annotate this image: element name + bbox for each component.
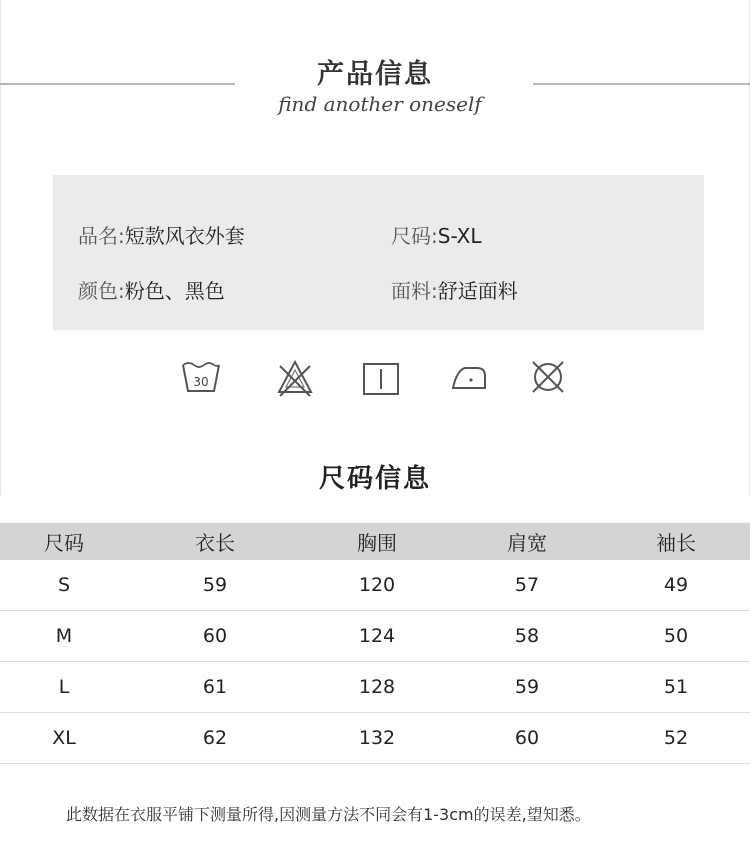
product-fabric-label: 面料:: [391, 279, 438, 303]
header-length: 衣长: [128, 523, 302, 560]
cell-bust: 120: [302, 560, 452, 611]
cell-sleeve: 50: [602, 611, 750, 662]
cell-bust: 132: [302, 713, 452, 764]
header-bust: 胸围: [302, 523, 452, 560]
page-subtitle: find another oneself: [278, 92, 482, 116]
header-sleeve: 袖长: [602, 523, 750, 560]
table-row: [0, 560, 750, 611]
product-color-label: 颜色:: [78, 279, 125, 303]
wash-temp-text: 30: [193, 375, 209, 389]
cell-shoulder: 57: [452, 560, 602, 611]
size-info-title: 尺码信息: [318, 464, 431, 494]
table-header-row: [0, 523, 750, 560]
wash-30-icon: [179, 356, 223, 400]
table-row: [0, 662, 750, 713]
product-fabric-field: [391, 275, 518, 304]
size-chart-table: [0, 523, 750, 764]
product-fabric-value: 舒适面料: [437, 279, 518, 303]
product-size-value: S-XL: [437, 224, 482, 248]
cell-shoulder: 58: [452, 611, 602, 662]
cell-sleeve: 49: [602, 560, 750, 611]
cell-sleeve: 52: [602, 713, 750, 764]
do-not-tumble-dry-icon: [526, 356, 570, 400]
cell-size: XL: [0, 713, 128, 764]
product-name-field: [78, 220, 245, 249]
product-color-value: 粉色、黑色: [124, 279, 225, 303]
product-info-panel: [53, 175, 704, 330]
measurement-note: 此数据在衣服平铺下测量所得,因测量方法不同会有1-3cm的误差,望知悉。: [66, 805, 591, 824]
cell-length: 59: [128, 560, 302, 611]
cell-bust: 124: [302, 611, 452, 662]
product-size-field: [391, 220, 482, 249]
product-name-label: 品名:: [78, 224, 125, 248]
cell-size: M: [0, 611, 128, 662]
cell-length: 60: [128, 611, 302, 662]
header-size: 尺码: [0, 523, 128, 560]
do-not-bleach-icon: [273, 356, 317, 400]
cell-size: L: [0, 662, 128, 713]
page-title: 产品信息: [317, 59, 433, 90]
cell-shoulder: 60: [452, 713, 602, 764]
product-size-label: 尺码:: [391, 224, 438, 248]
table-row: [0, 713, 750, 764]
table-row: [0, 611, 750, 662]
cell-shoulder: 59: [452, 662, 602, 713]
product-name-value: 短款风衣外套: [124, 224, 245, 248]
cell-length: 62: [128, 713, 302, 764]
line-dry-icon: [359, 356, 403, 400]
product-color-field: [78, 275, 225, 304]
cell-bust: 128: [302, 662, 452, 713]
iron-icon: [447, 356, 491, 400]
cell-size: S: [0, 560, 128, 611]
cell-sleeve: 51: [602, 662, 750, 713]
care-instructions: [0, 356, 750, 400]
header-shoulder: 肩宽: [452, 523, 602, 560]
cell-length: 61: [128, 662, 302, 713]
